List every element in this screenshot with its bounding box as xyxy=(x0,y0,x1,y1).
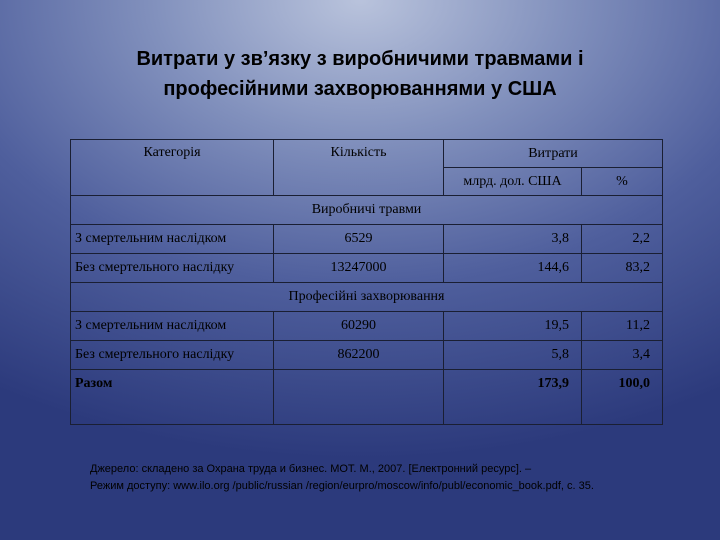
cell-category: З смертельним наслідком xyxy=(71,225,274,254)
cell-usd: 5,8 xyxy=(444,341,582,370)
cell-category: Без смертельного наслідку xyxy=(71,254,274,283)
header-row xyxy=(71,140,663,168)
header-costs: Витрати xyxy=(444,140,663,168)
cell-usd: 3,8 xyxy=(444,225,582,254)
table-row xyxy=(71,225,663,254)
total-label: Разом xyxy=(71,370,274,425)
cell-pct: 83,2 xyxy=(582,254,663,283)
total-pct: 100,0 xyxy=(582,370,663,425)
cell-usd: 19,5 xyxy=(444,312,582,341)
section-label-diseases: Професійні захворювання xyxy=(71,283,663,312)
header-category: Категорія xyxy=(71,140,274,196)
total-quantity xyxy=(274,370,444,425)
section-row xyxy=(71,283,663,312)
total-row xyxy=(71,370,663,425)
cell-category: Без смертельного наслідку xyxy=(71,341,274,370)
total-usd: 173,9 xyxy=(444,370,582,425)
section-label-injuries: Виробничі травми xyxy=(71,196,663,225)
slide-title xyxy=(40,44,680,104)
cell-pct: 11,2 xyxy=(582,312,663,341)
slide-title-line-1: Витрати у зв’язку з виробничими травмами і xyxy=(136,48,584,70)
header-costs-pct: % xyxy=(582,168,663,196)
table-row xyxy=(71,341,663,370)
cell-category: З смертельним наслідком xyxy=(71,312,274,341)
source-line-2: Режим доступу: www.ilo.org /public/russian /region/eurpro/moscow/info/publ/economic_book.pdf, с. 35. xyxy=(90,480,594,492)
costs-table xyxy=(70,139,663,425)
table-row xyxy=(71,312,663,341)
header-quantity: Кількість xyxy=(274,140,444,196)
cell-usd: 144,6 xyxy=(444,254,582,283)
cell-quantity: 6529 xyxy=(274,225,444,254)
cell-pct: 2,2 xyxy=(582,225,663,254)
table-row xyxy=(71,254,663,283)
source-line-1: Джерело: складено за Охрана труда и бизнес. МОТ. М., 2007. [Електронний ресурс]. – xyxy=(90,463,532,475)
cell-quantity: 862200 xyxy=(274,341,444,370)
section-row xyxy=(71,196,663,225)
header-costs-usd: млрд. дол. США xyxy=(444,168,582,196)
slide-title-line-2: професійними захворюваннями у США xyxy=(163,78,557,100)
cell-quantity: 13247000 xyxy=(274,254,444,283)
cell-quantity: 60290 xyxy=(274,312,444,341)
cell-pct: 3,4 xyxy=(582,341,663,370)
source-note xyxy=(90,461,690,495)
